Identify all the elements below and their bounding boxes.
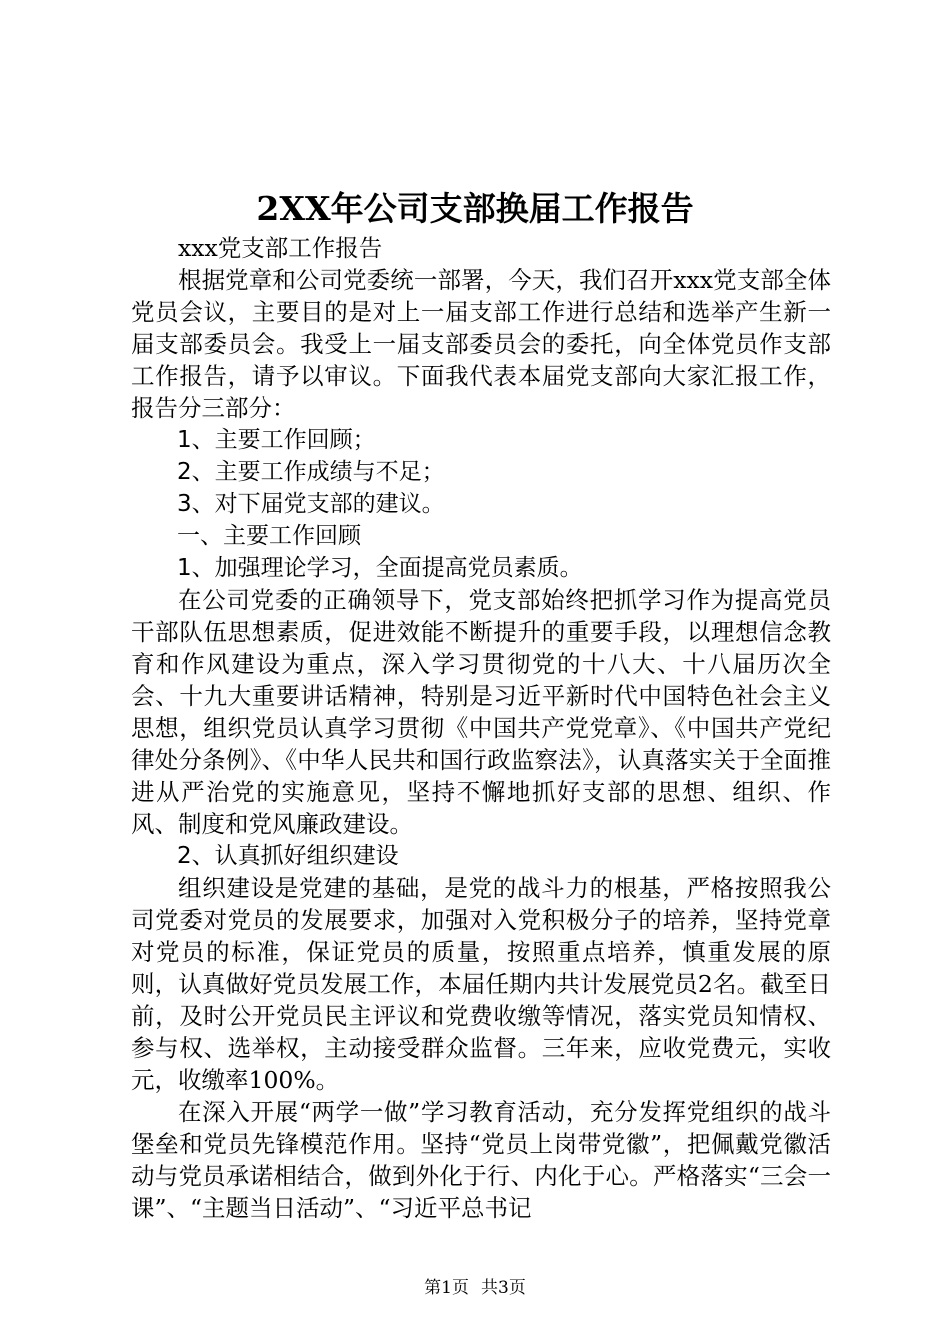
outline-item-2: 2、主要工作成绩与不足；: [177, 459, 445, 485]
paragraph-activities: 在深入开展“两学一做”学习教育活动，充分发挥党组织的战斗堡垒和党员先锋模范作用。坚持“党员上岗带党徽”，把佩戴党徽活动与党员承诺相结合，做到外化于行、内化于心。严格落实“三会一课”、“主题当日活动”、“习近平总书记: [131, 1098, 831, 1222]
section-heading-1: 一、主要工作回顾: [177, 523, 361, 549]
outline-item-1: 1、主要工作回顾；: [177, 427, 376, 453]
paragraph-subtitle: xxx党支部工作报告: [178, 234, 383, 262]
paragraph-intro: 根据党章和公司党委统一部署，今天，我们召开xxx党支部全体党员会议，主要目的是对上一届支部工作进行总结和选举产生新一届支部委员会。我受上一届支部委员会的委托，向全体党员作支部工作报告，请予以审议。下面我代表本届党支部向大家汇报工作，报告分三部分：: [131, 266, 831, 422]
subsection-heading-1: 1、加强理论学习，全面提高党员素质。: [177, 555, 583, 581]
document-title: 2XX年公司支部换届工作报告: [256, 189, 694, 228]
paragraph-theory-study: 在公司党委的正确领导下，党支部始终把抓学习作为提高党员干部队伍思想素质，促进效能不断提升的重要手段，以理想信念教育和作风建设为重点，深入学习贯彻党的十八大、十八届历次全会、十九大重要讲话精神，特别是习近平新时代中国特色社会主义思想，组织党员认真学习贯彻《中国共产党党章》、《中国共产党纪律处分条例》、《中华人民共和国行政监察法》，认真落实关于全面推进从严治党的实施意见，坚持不懈地抓好支部的思想、组织、作风、制度和党风廉政建设。: [131, 586, 831, 838]
subsection-heading-2: 2、认真抓好组织建设: [177, 843, 399, 869]
outline-item-3: 3、对下届党支部的建议。: [177, 491, 445, 517]
document-body: [131, 232, 831, 1224]
page-total: 共3页: [481, 1278, 526, 1298]
page-footer: [0, 1277, 950, 1299]
paragraph-organization: 组织建设是党建的基础，是党的战斗力的根基，严格按照我公司党委对党员的发展要求，加强对入党积极分子的培养，坚持党章对党员的标准，保证党员的质量，按照重点培养，慎重发展的原则，认真做好党员发展工作，本届任期内共计发展党员2名。截至日前，及时公开党员民主评议和党费收缴等情况，落实党员知情权、参与权、选举权，主动接受群众监督。三年来，应收党费元，实收元，收缴率100%。: [131, 874, 831, 1094]
page-number: 第1页: [424, 1278, 469, 1298]
